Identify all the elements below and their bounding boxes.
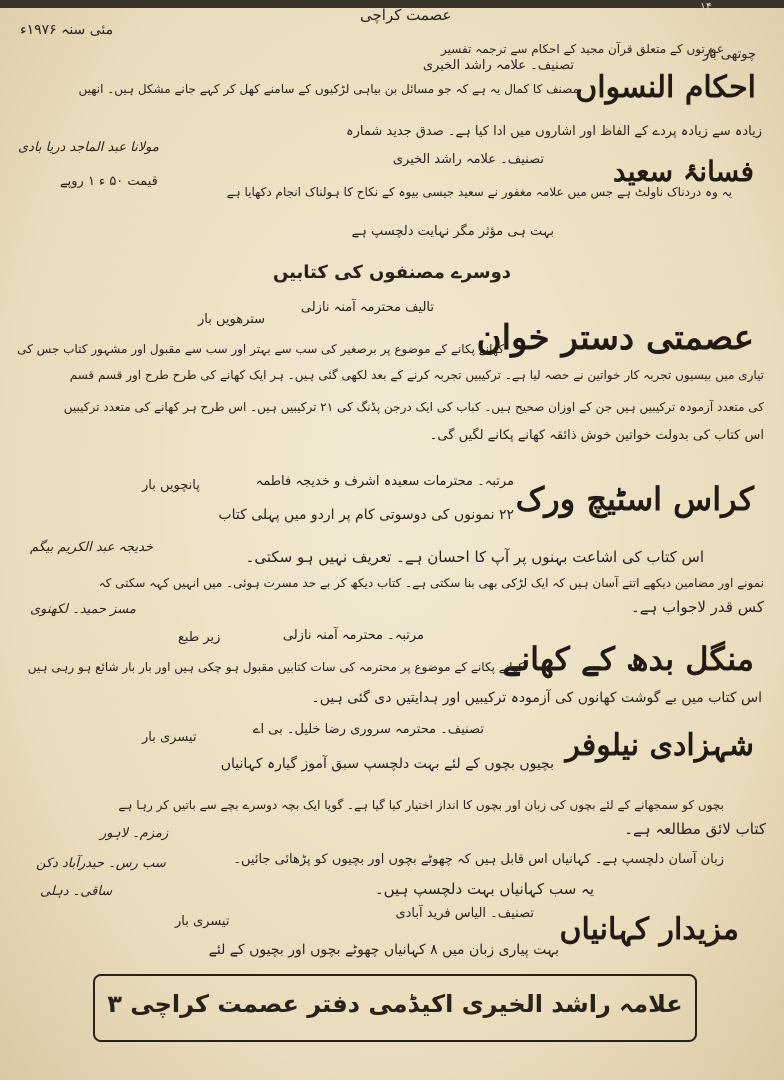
book-reviewer-cross-stitch: مسز حمید۔ لکھنوی: [30, 602, 136, 617]
book-byline-mazedar: تصنیف۔ الیاس فرید آبادی: [395, 906, 534, 921]
book-edition-mangal-budh: زیر طبع: [178, 630, 221, 645]
ad-line2-ahkam: مصنف کا کمال یہ ہے کہ جو مسائل بن بیاہی لڑکیوں کے سامنے کھل کر کہے جانے مشکل ہیں۔ انھیں: [78, 82, 579, 96]
book-byline-mangal-budh: مرتبہ۔ محترمہ آمنہ نازلی: [282, 628, 424, 643]
book-line-nilofar: کتاب لائق مطالعہ ہے۔: [624, 820, 766, 838]
publisher-box: [93, 974, 697, 1042]
book-line-dastarkhwan: کی متعدد آزمودہ ترکیبیں ہیں جن کے اوزان صحیح ہیں۔ کباب کی ایک درجن پڈنگ کی ۲۱ ترکیبیں ہیں۔ اس طرح ہر کھانے کی متعدد ترکیبیں: [63, 400, 764, 414]
publication-name: عصمت کراچی: [360, 6, 452, 24]
book-edition-dastarkhwan: سترھویں بار: [198, 312, 266, 327]
book-title-mangal-budh: منگل بدھ کے کھانے: [502, 640, 754, 678]
book-line-dastarkhwan: اس کتاب کی بدولت خواتین خوش ذائقہ کھانے پکانے لگیں گی۔: [429, 428, 764, 443]
ad-title-fasana: فسانۂ سعید: [613, 155, 754, 188]
ad-title-ahkam: احکام النسواں: [575, 70, 756, 105]
book-line-nilofar: یہ سب کہانیاں بہت دلچسپ ہیں۔: [374, 880, 594, 898]
book-line-nilofar: زبان آسان دلچسپ ہے۔ کہانیاں اس قابل ہیں کہ چھوٹے بچوں اور بچیوں کو پڑھائی جائیں۔: [233, 852, 724, 867]
book-line-cross-stitch: نمونے اور مضامین دیکھے اتنے آسان ہیں کہ ایک لڑکی بھی بنا سکتی ہے۔ کتاب دیکھ کر بے حد مسرت ہوئی۔ میں انہیں کہہ سکتی کہ: [98, 576, 764, 590]
book-reviewer-cross-stitch: خدیجہ عبد الکریم بیگم: [30, 540, 153, 555]
ad-line3-ahkam: زیادہ سے زیادہ پردے کے الفاظ اور اشاروں میں ادا کیا ہے۔ صدق جدید شمارہ: [346, 124, 762, 139]
book-line-cross-stitch: کس قدر لاجواب ہے۔: [630, 598, 764, 616]
ad-price-fasana: قیمت ۵۰ ء ۱ روپے: [60, 174, 158, 189]
ad-line2-fasana: بہت ہی مؤثر مگر نہایت دلچسپ ہے: [351, 224, 554, 239]
ad-byline-ahkam: تصنیف۔ علامہ راشد الخیری: [422, 58, 574, 73]
book-line-dastarkhwan: کھانے پکانے کے موضوع پر برصغیر کی سب سے بہتر اور سب سے مقبول اور مشہور کتاب جس کی: [17, 342, 504, 356]
book-title-nilofar: شہزادی نیلوفر: [565, 728, 754, 763]
book-edition-nilofar: تیسری بار: [142, 730, 197, 745]
book-line-mangal-budh: اس کتاب میں بے گوشت کھانوں کی آزمودہ ترکیبیں اور ہدایتیں دی گئی ہیں۔: [311, 690, 762, 706]
publisher-name: علامہ راشد الخیری اکیڈمی دفتر عصمت کراچی ۳: [107, 990, 683, 1018]
ad-edition-ahkam: چوتھی بار: [702, 47, 756, 62]
book-line-mangal-budh: کھانے پکانے کے موضوع پر محترمہ کی سات کتابیں مقبول ہو چکی ہیں اور بار بار شائع ہو رہی ہیں: [27, 660, 524, 674]
book-edition-cross-stitch: پانچویں بار: [142, 478, 200, 493]
page-number: ۱۴: [700, 0, 712, 13]
issue-date: مئی سنہ ۱۹۷۶ء: [20, 22, 114, 38]
book-line-dastarkhwan: تیاری میں بیسیوں تجربہ کار خواتین نے حصہ لیا ہے۔ ترکیبیں تجربہ کرنے کے بعد لکھی گئی ہیں۔ ہر ایک کھانے کی طرح طرح اور قسم قسم: [69, 368, 764, 382]
book-line-mazedar: بہت پیاری زبان میں ۸ کہانیاں چھوٹے بچوں اور بچیوں کے لئے: [208, 942, 559, 958]
book-reviewer-nilofar: زمزم۔ لاہور: [100, 826, 169, 841]
book-reviewer-nilofar: ساقی۔ دہلی: [40, 884, 113, 899]
ad-line1-fasana: یہ وہ دردناک ناولٹ ہے جس میں علامہ مغفور نے سعید جیسی بیوہ کے نکاح کا ہولناک انجام دکھایا ہے: [226, 185, 732, 199]
book-edition-mazedar: تیسری بار: [175, 914, 230, 929]
book-byline-dastarkhwan: تالیف محترمہ آمنہ نازلی: [300, 300, 434, 315]
ad-byline-fasana: تصنیف۔ علامہ راشد الخیری: [392, 152, 544, 167]
section-heading: دوسرے مصنفوں کی کتابیں: [272, 262, 512, 283]
book-title-cross-stitch: کراس اسٹیچ ورک: [515, 480, 754, 518]
book-reviewer-nilofar: سب رس۔ حیدرآباد دکن: [36, 856, 166, 871]
book-byline-cross-stitch: مرتبہ۔ محترمات سعیدہ اشرف و خدیجہ فاطمہ: [255, 474, 514, 489]
book-byline-nilofar: تصنیف۔ محترمہ سروری رضا خلیل۔ بی اے: [252, 722, 484, 737]
book-subtitle-cross-stitch: ۲۲ نمونوں کی دوسوتی کام پر اردو میں پہلی کتاب: [218, 507, 514, 523]
book-line-cross-stitch: اس کتاب کی اشاعت بہنوں پر آپ کا احسان ہے۔ تعریف نہیں ہو سکتی۔: [245, 548, 704, 566]
ad-reviewer-ahkam: مولانا عبد الماجد دریا بادی: [18, 140, 159, 155]
ad-line1-ahkam: عورتوں کے متعلق قرآن مجید کے احکام سے ترجمہ تفسیر: [441, 42, 724, 56]
book-title-mazedar: مزیدار کہانیاں: [559, 912, 739, 947]
book-title-dastarkhwan: عصمتی دستر خوان: [476, 318, 754, 358]
book-line-nilofar: بچوں کو سمجھانے کے لئے بچوں کی زبان اور بچوں کا انداز اختیار کیا گیا ہے۔ گویا ایک بچہ دوسرے بچے سے باتیں کر رہا ہے: [118, 798, 724, 812]
book-subtitle-nilofar: بچیوں بچوں کے لئے بہت دلچسپ سبق آموز گیارہ کہانیاں: [220, 756, 554, 772]
